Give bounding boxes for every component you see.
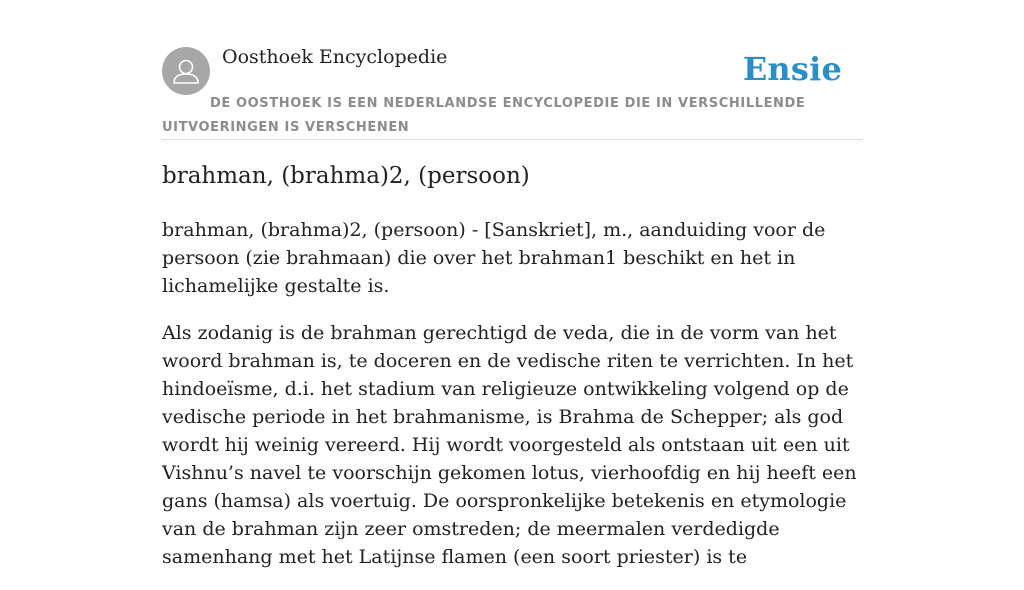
page-title: brahman, (brahma)2, (persoon)	[162, 163, 530, 189]
user-icon[interactable]	[162, 47, 210, 95]
article-body	[162, 216, 862, 590]
article-paragraph: Als zodanig is de brahman gerechtigd de veda, die in de vorm van het woord brahman is, te doceren en de vedische riten te verrichten. In het hindoeïsme, d.i. het stadium van religieuze ontwikkeling volgend op de vedische periode in het brahmanisme, is Brahma de Schepper; als god wordt hij weinig vereerd. Hij wordt voorgesteld als ontstaan uit een uit Vishnu’s navel te voorschijn gekomen lotus, vierhoofdig en hij heeft een gans (hamsa) als voertuig. De oorspronkelijke betekenis en etymologie van de brahman zijn zeer omstreden; de meermalen verdedigde samenhang met het Latijnse flamen (een soort priester) is te	[162, 322, 857, 568]
header-divider	[162, 139, 862, 140]
site-header	[162, 44, 862, 140]
article-paragraph: brahman, (brahma)2, (persoon) - [Sanskriet], m., aanduiding voor de persoon (zie brahmaan) die over het brahman1 beschikt en het in lichamelijke gestalte is.	[162, 219, 826, 297]
publication-tagline: DE OOSTHOEK IS EEN NEDERLANDSE ENCYCLOPEDIE DIE IN VERSCHILLENDE UITVOERINGEN IS VERSCHENEN	[162, 96, 806, 135]
publication-name[interactable]: Oosthoek Encyclopedie	[222, 46, 448, 68]
brand-logo[interactable]: Ensie	[742, 50, 842, 88]
